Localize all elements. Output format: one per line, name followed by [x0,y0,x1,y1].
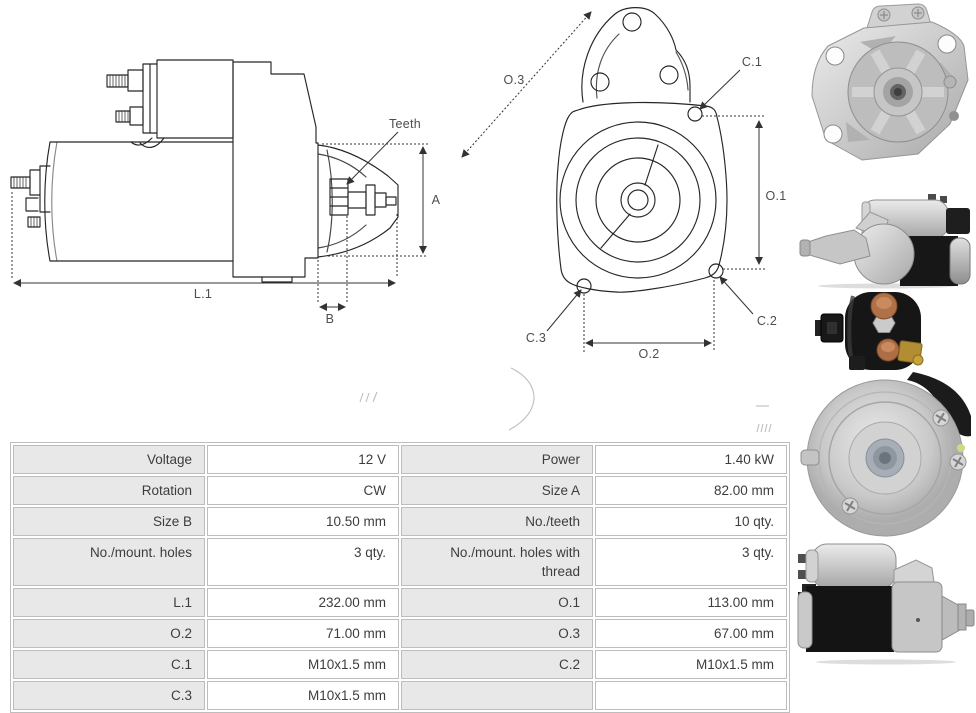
spec-label-mount-holes: No./mount. holes [13,538,205,586]
dim-label-a: A [431,193,441,207]
dim-label-c3: C.3 [525,331,547,345]
spec-value-rotation: CW [207,476,399,505]
dim-label-o2: O.2 [638,347,660,361]
spec-label-voltage: Voltage [13,445,205,474]
spec-label-o2: O.2 [13,619,205,648]
spec-row-o2-o3 [13,619,787,648]
dim-label-o3: O.3 [503,73,525,87]
spec-value-voltage: 12 V [207,445,399,474]
spec-row-c3-empty [13,681,787,710]
spec-label-c3: C.3 [13,681,205,710]
scan-artifacts [360,368,771,432]
spec-row-sizeb-teeth [13,507,787,536]
spec-label-l1: L.1 [13,588,205,617]
spec-label-rotation: Rotation [13,476,205,505]
dim-label-o1: O.1 [765,189,787,203]
spec-label-c1: C.1 [13,650,205,679]
spec-label-size-a: Size A [401,476,593,505]
product-photo-side-view-drive [798,540,974,666]
spec-value-o2: 71.00 mm [207,619,399,648]
spec-label-o3: O.3 [401,619,593,648]
side-view-drawing [11,60,441,326]
spec-value-l1: 232.00 mm [207,588,399,617]
teeth-label: Teeth [388,117,422,131]
spec-row-l1-o1 [13,588,787,617]
dim-label-c1: C.1 [741,55,763,69]
technical-drawings [0,0,790,440]
spec-label-teeth: No./teeth [401,507,593,536]
spec-label-empty [401,681,593,710]
front-view-drawing [462,8,787,361]
spec-value-c2: M10x1.5 mm [595,650,787,679]
spec-row-rotation-sizea [13,476,787,505]
spec-value-size-a: 82.00 mm [595,476,787,505]
spec-value-c3: M10x1.5 mm [207,681,399,710]
spec-label-c2: C.2 [401,650,593,679]
spec-label-o1: O.1 [401,588,593,617]
spec-value-teeth: 10 qty. [595,507,787,536]
dim-label-c2: C.2 [756,314,778,328]
product-photo-side-view [800,194,976,288]
spec-row-mount-holes [13,538,787,586]
product-photo-solenoid-terminals [815,290,965,372]
spec-value-empty [595,681,787,710]
dim-label-b: B [325,312,335,326]
spec-row-c1-c2 [13,650,787,679]
spec-row-voltage-power [13,445,787,474]
spec-label-size-b: Size B [13,507,205,536]
spec-value-power: 1.40 kW [595,445,787,474]
product-photo-rear-cover [795,372,976,538]
spec-value-c1: M10x1.5 mm [207,650,399,679]
spec-value-size-b: 10.50 mm [207,507,399,536]
dim-label-l1: L.1 [193,287,213,301]
specs-table [10,442,790,713]
spec-value-o1: 113.00 mm [595,588,787,617]
spec-label-power: Power [401,445,593,474]
spec-value-o3: 67.00 mm [595,619,787,648]
spec-label-mount-holes-thread: No./mount. holes with thread [401,538,593,586]
product-photo-front-flange [800,2,976,190]
spec-value-mount-holes-thread: 3 qty. [595,538,787,586]
spec-value-mount-holes: 3 qty. [207,538,399,586]
